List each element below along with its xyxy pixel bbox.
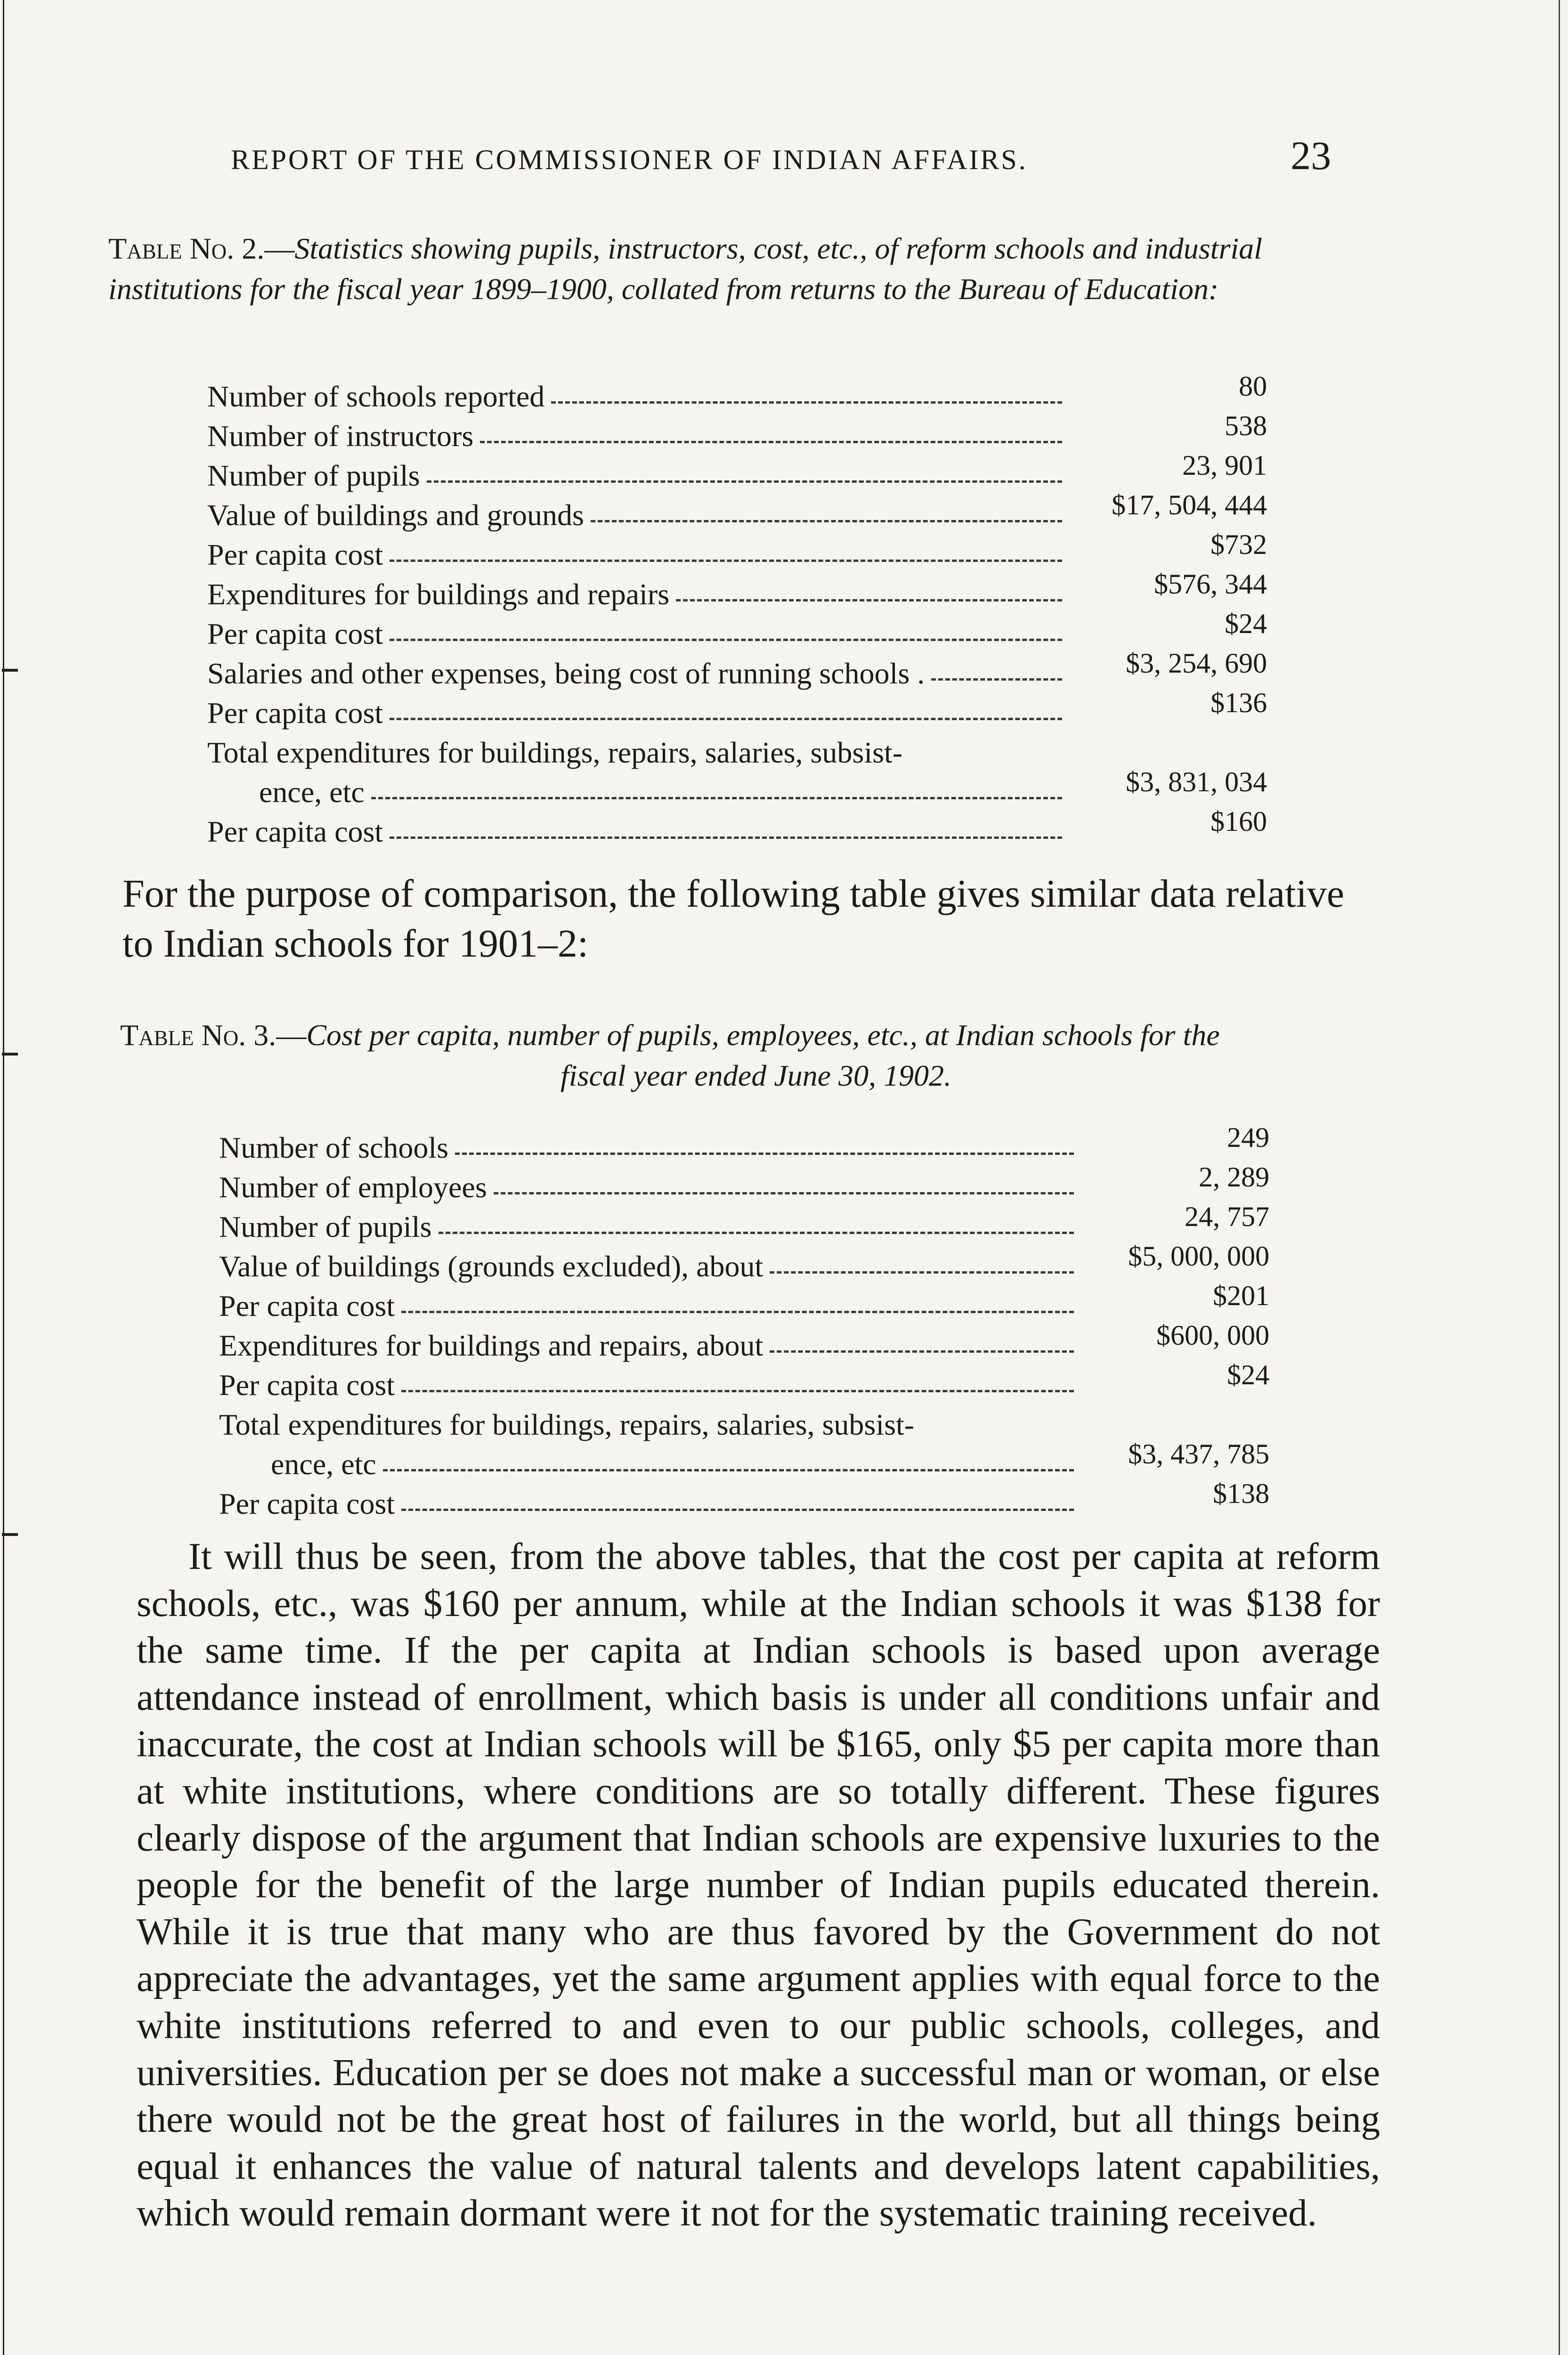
stat-label: ence, etc (259, 775, 365, 809)
stat-value: $136 (1211, 687, 1267, 718)
stat-value: 2, 289 (1199, 1161, 1269, 1193)
stat-value: $17, 504, 444 (1112, 489, 1267, 520)
stat-value: $160 (1211, 806, 1267, 837)
dot-leader (439, 1232, 1074, 1234)
stat-value: 23, 901 (1182, 450, 1267, 481)
stat-value: 80 (1239, 371, 1267, 402)
stat-value: $576, 344 (1154, 568, 1267, 600)
stat-value: $3, 254, 690 (1126, 648, 1267, 679)
stat-label: Per capita cost (219, 1368, 395, 1402)
stat-label: Number of schools reported (207, 380, 545, 413)
dot-leader (390, 718, 1062, 720)
stat-value: 249 (1227, 1122, 1269, 1153)
stat-value: $3, 437, 785 (1128, 1438, 1269, 1470)
dot-leader (401, 1311, 1074, 1313)
stat-value: $3, 831, 034 (1126, 766, 1267, 797)
dot-leader (770, 1350, 1074, 1353)
dot-leader (494, 1192, 1074, 1194)
binding-mark (2, 1533, 18, 1536)
stat-label: Salaries and other expenses, being cost of running schools . (207, 657, 925, 690)
dot-leader (383, 1469, 1074, 1471)
stat-label: Number of schools (219, 1131, 449, 1164)
table2-caption: Table No. 2.—Statistics showing pupils, instructors, cost, etc., of reform schools and industrial institutions for the fiscal year 1899–1900, collated from returns to the Bureau of Education: (108, 232, 1262, 306)
table3-caption: Table No. 3.—Cost per capita, number of pupils, employees, etc., at Indian schools for the fiscal year ended June 30, 1902. (120, 1015, 1364, 1096)
running-header: REPORT OF THE COMMISSIONER OF INDIAN AFFAIRS. (231, 144, 1028, 175)
intro-paragraph: For the purpose of comparison, the following table gives similar data relative to Indian schools for 1901–2: (122, 872, 1344, 966)
stat-value: $201 (1213, 1280, 1269, 1311)
dot-leader (770, 1271, 1074, 1274)
stat-value: $732 (1211, 529, 1267, 560)
stat-label: Expenditures for buildings and repairs (207, 577, 670, 611)
stat-label: Per capita cost (219, 1289, 395, 1323)
dot-leader (401, 1509, 1074, 1511)
stat-label: Total expenditures for buildings, repairs, salaries, subsist- (207, 736, 903, 769)
dot-leader (480, 441, 1062, 443)
table2-description: Statistics showing pupils, instructors, cost, etc., of reform schools and industrial institutions for the fiscal year 1899–1900, collated from returns to the Bureau of Education: (108, 232, 1262, 306)
stat-label: Per capita cost (207, 696, 383, 730)
page-number: 23 (1291, 133, 1331, 178)
stat-label: Per capita cost (207, 538, 383, 571)
dot-leader (371, 797, 1062, 799)
stat-value: $5, 000, 000 (1128, 1241, 1269, 1272)
stat-label: Number of pupils (207, 459, 420, 492)
binding-mark (2, 669, 18, 672)
stat-label: Number of pupils (219, 1210, 432, 1243)
stat-label: Value of buildings and grounds (207, 498, 584, 532)
dot-leader (401, 1390, 1074, 1392)
stat-label: Number of instructors (207, 419, 474, 453)
binding-mark (2, 1053, 18, 1056)
stat-label: Per capita cost (207, 617, 383, 650)
dot-leader (390, 639, 1062, 641)
dot-leader (931, 678, 1062, 681)
dot-leader (390, 836, 1062, 839)
table3-label: Table No. 3. (120, 1018, 276, 1052)
dot-leader (455, 1153, 1074, 1155)
stat-label: Total expenditures for buildings, repairs, salaries, subsist- (219, 1408, 915, 1441)
dot-leader (676, 599, 1062, 601)
table2-label: Table No. 2. (108, 232, 265, 265)
stat-value: $24 (1227, 1359, 1269, 1390)
stat-value: $600, 000 (1156, 1320, 1269, 1351)
stat-value: 24, 757 (1185, 1201, 1269, 1232)
dot-leader (551, 401, 1062, 404)
table3-description-line2: fiscal year ended June 30, 1902. (561, 1059, 951, 1092)
table3-description: Cost per capita, number of pupils, employees, etc., at Indian schools for the (306, 1018, 1220, 1052)
stat-label: Expenditures for buildings and repairs, about (219, 1329, 764, 1362)
stat-label: ence, etc (271, 1447, 376, 1481)
stat-label: Per capita cost (219, 1487, 395, 1520)
stat-value: 538 (1225, 410, 1267, 441)
conclusion-paragraph: It will thus be seen, from the above tables, that the cost per capita at reform schools, etc., was $160 per annum, while at the Indian schools it was $138 for the same time. If the per capita at Indian schools is based upon average attendance instead of enrollment, which basis is under all conditions unfair and inaccurate, the cost at Indian schools will be $165, only $5 per capita more than at white institutions, where conditions are so totally different. These figures clearly dispose of the argument that Indian schools are expensive luxuries to the people for the benefit of the large number of Indian pupils educated therein. While it is true that many who are thus favored by the Government do not appreciate the advantages, yet the same argument applies with equal force to the white institutions referred to and even to our public schools, colleges, and universities. Education per se does not make a successful man or woman, or else there would not be the great host of failures in the world, but all things being equal it enhances the value of natural talents and develops latent capabilities, which would remain dormant were it not for the systematic training received. (137, 1535, 1380, 2234)
stat-value: $24 (1225, 608, 1267, 639)
stat-label: Per capita cost (207, 815, 383, 848)
dot-leader (427, 480, 1062, 483)
dot-leader (591, 520, 1062, 522)
stat-value: $138 (1213, 1478, 1269, 1509)
stat-label: Value of buildings (grounds excluded), about (219, 1250, 764, 1283)
stat-label: Number of employees (219, 1170, 487, 1204)
dot-leader (390, 560, 1062, 562)
